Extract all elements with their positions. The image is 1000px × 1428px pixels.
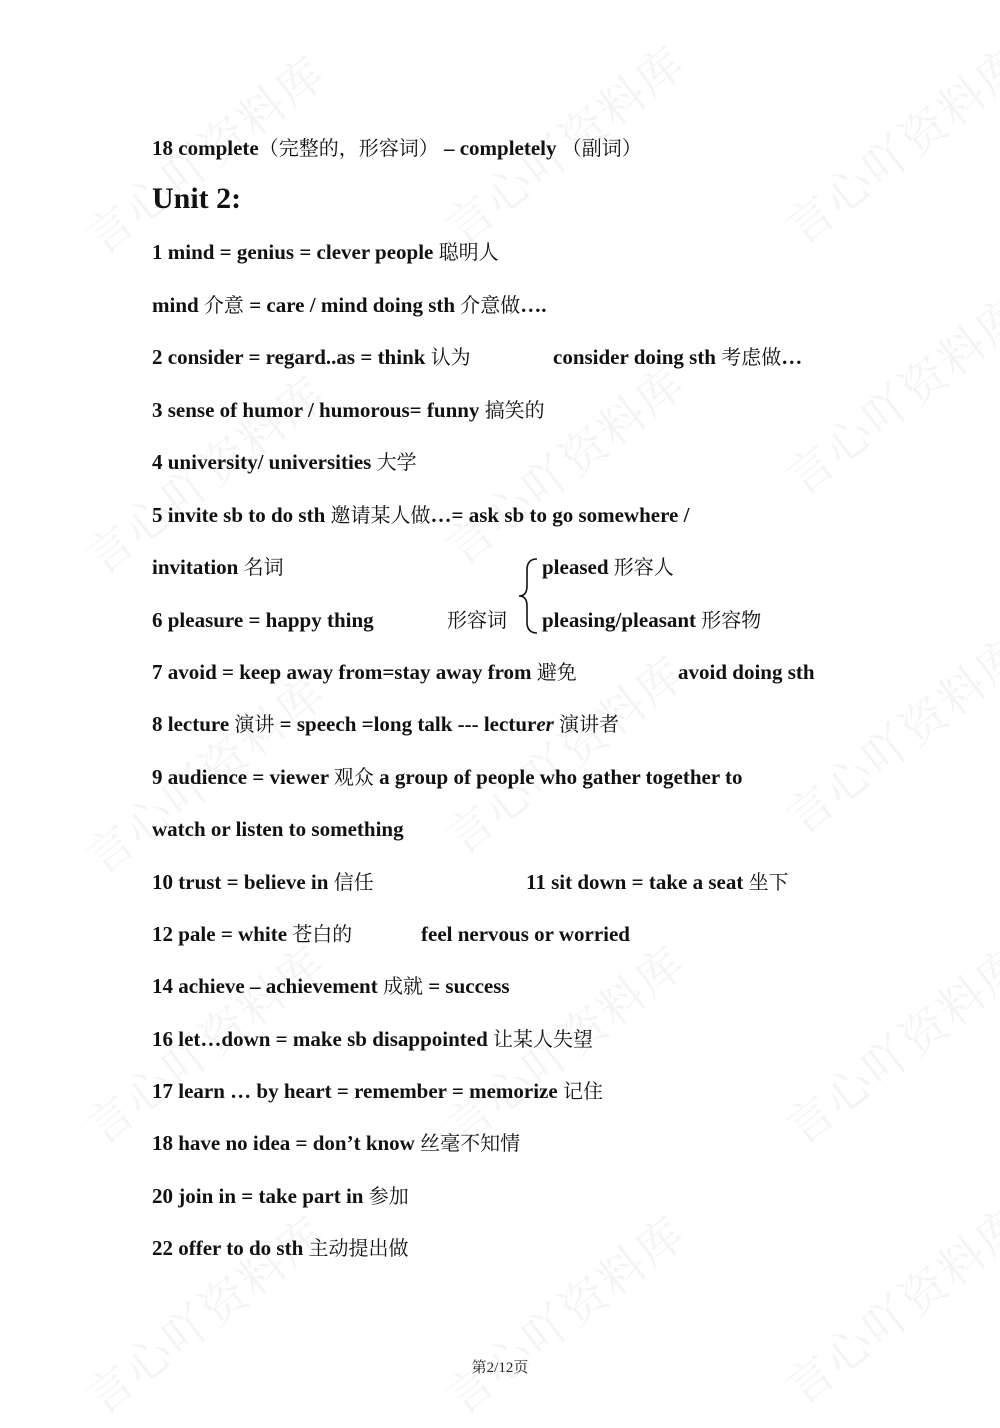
vocab-line-6-pleased <box>542 552 674 582</box>
text: 成就 <box>382 974 423 998</box>
text: 主动提出做 <box>308 1236 409 1260</box>
vocab-line-18 <box>152 1128 520 1158</box>
vocab-line-16 <box>152 1024 593 1054</box>
vocab-line-2 <box>152 342 471 372</box>
text: 避免 <box>536 660 577 684</box>
text: … <box>781 345 803 369</box>
watermark <box>770 278 1000 507</box>
text: 3 sense of humor / humorous= funny <box>152 398 485 422</box>
text: 演讲者 <box>559 712 620 736</box>
text: 20 join in = take part in <box>152 1184 369 1208</box>
watermark <box>430 1198 698 1427</box>
text: 认为 <box>430 345 471 369</box>
vocab-line-7-right <box>678 657 815 687</box>
text: avoid doing sth <box>678 660 815 684</box>
text: 18 complete <box>152 136 259 160</box>
text: 考虑做 <box>721 345 782 369</box>
text: 坐下 <box>748 870 789 894</box>
text: （完整的，形容词） <box>258 136 439 160</box>
brace-icon <box>515 556 545 636</box>
text: er <box>536 712 554 736</box>
text: 聪明人 <box>438 240 499 264</box>
text: 让某人失望 <box>493 1027 594 1051</box>
vocab-line-2-right <box>553 342 802 372</box>
vocab-line-6 <box>152 605 374 635</box>
vocab-line-4 <box>152 447 417 477</box>
text: 搞笑的 <box>484 398 545 422</box>
text: 观众 <box>333 765 374 789</box>
text: 17 learn … by heart = remember = memorize <box>152 1079 563 1103</box>
vocab-line-17 <box>152 1076 603 1106</box>
vocab-line-9-cont <box>152 814 404 844</box>
text: a group of people who gather together to <box>373 765 743 789</box>
page-number: 第2/12页 <box>471 1360 529 1376</box>
watermark <box>770 618 1000 847</box>
vocab-line-7 <box>152 657 577 687</box>
text: 介意 <box>203 293 244 317</box>
text: 18 have no idea = don’t know <box>152 1131 421 1155</box>
adjective-label <box>447 605 507 635</box>
watermark <box>770 1188 1000 1417</box>
text: （副词） <box>561 136 642 160</box>
text: 8 lecture <box>152 712 235 736</box>
text: consider doing sth <box>553 345 722 369</box>
text: 16 let…down = make sb disappointed <box>152 1027 494 1051</box>
text: …= ask sb to go somewhere / <box>430 503 690 527</box>
watermark <box>430 348 698 577</box>
text: 邀请某人做 <box>330 503 431 527</box>
vocab-line-3 <box>152 395 545 425</box>
text: 9 audience = viewer <box>152 765 334 789</box>
text: 形容物 <box>701 608 762 632</box>
vocab-line-12-right <box>421 919 630 949</box>
text: pleased <box>542 555 614 579</box>
text: = success <box>422 974 510 998</box>
vocab-line-invitation <box>152 552 284 582</box>
text: = speech =long talk --- lectur <box>274 712 537 736</box>
text: 丝毫不知情 <box>420 1131 521 1155</box>
watermark <box>770 928 1000 1157</box>
text: 形容词 <box>447 608 507 632</box>
text: 7 avoid = keep away from=stay away from <box>152 660 537 684</box>
text: watch or listen to something <box>152 817 404 841</box>
text: 介意做 <box>460 293 521 317</box>
text: 苍白的 <box>292 922 353 946</box>
vocab-line-22 <box>152 1233 409 1263</box>
vocab-line-18-complete <box>152 133 642 163</box>
text: 5 invite sb to do sth <box>152 503 331 527</box>
text: 6 pleasure = happy thing <box>152 608 374 632</box>
vocab-line-14 <box>152 971 510 1001</box>
text: 记住 <box>562 1079 603 1103</box>
text: …. <box>520 293 547 317</box>
vocab-line-1 <box>152 237 499 267</box>
vocab-line-6-pleasing <box>542 605 761 635</box>
text: 名词 <box>243 555 284 579</box>
text: 4 university/ universities <box>152 450 377 474</box>
text: 11 sit down = take a seat <box>526 870 749 894</box>
text: 22 offer to do sth <box>152 1236 309 1260</box>
vocab-line-11 <box>526 867 789 897</box>
text: 参加 <box>368 1184 409 1208</box>
vocab-line-mind <box>152 290 547 320</box>
vocab-line-8 <box>152 709 619 739</box>
text: 信任 <box>333 870 374 894</box>
vocab-line-10 <box>152 867 374 897</box>
vocab-line-5 <box>152 500 689 530</box>
vocab-line-12 <box>152 919 352 949</box>
text: 12 pale = white <box>152 922 293 946</box>
text: 演讲 <box>234 712 275 736</box>
section-heading: Unit 2: <box>152 182 242 215</box>
text: = care / mind doing sth <box>243 293 461 317</box>
text: 形容人 <box>613 555 674 579</box>
text: invitation <box>152 555 244 579</box>
text: 1 mind = genius = clever people <box>152 240 439 264</box>
vocab-line-9 <box>152 762 743 792</box>
text: feel nervous or worried <box>421 922 630 946</box>
text: pleasing/pleasant <box>542 608 702 632</box>
text: 大学 <box>376 450 417 474</box>
text: 2 consider = regard..as = think <box>152 345 431 369</box>
vocab-line-20 <box>152 1181 409 1211</box>
text: 10 trust = believe in <box>152 870 334 894</box>
text: 14 achieve – achievement <box>152 974 383 998</box>
watermark <box>770 28 1000 257</box>
text: – completely <box>438 136 562 160</box>
text: mind <box>152 293 204 317</box>
